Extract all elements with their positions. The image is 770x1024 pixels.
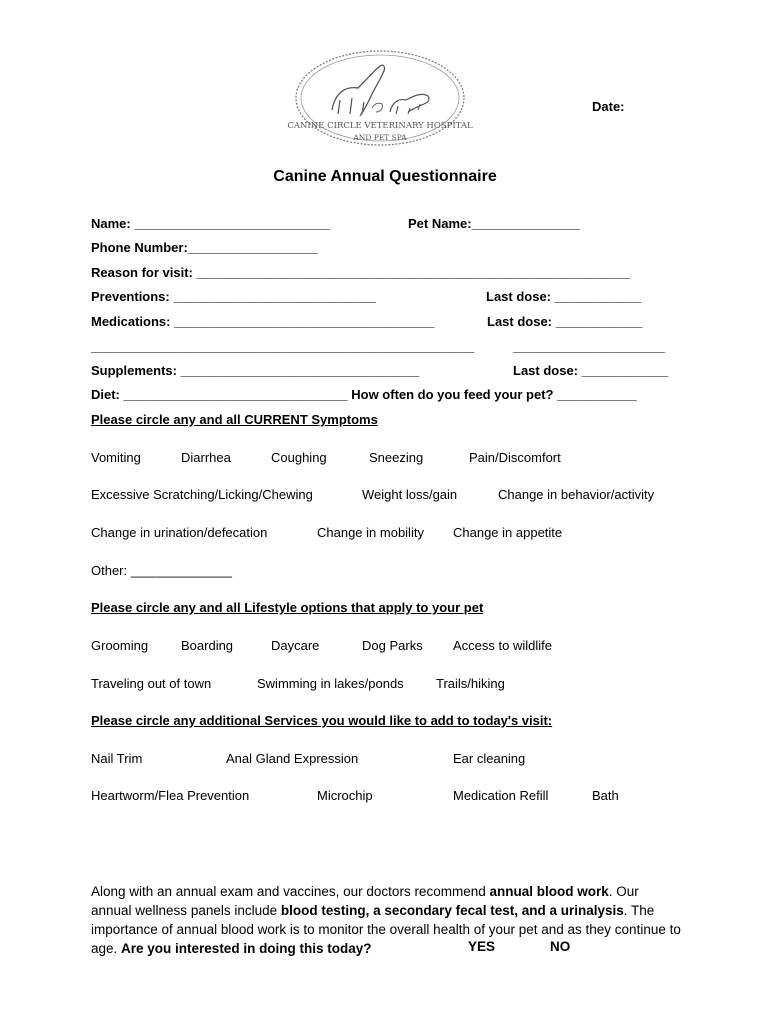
- service-nail-trim[interactable]: Nail Trim: [91, 751, 143, 766]
- medications-last-dose-field[interactable]: Last dose: ____________: [487, 314, 643, 329]
- preventions-field[interactable]: Preventions: ____________________________: [91, 289, 376, 304]
- yes-option[interactable]: YES: [468, 939, 496, 954]
- lifestyle-swimming[interactable]: Swimming in lakes/ponds: [257, 676, 404, 691]
- preventions-last-dose-field[interactable]: Last dose: ____________: [486, 289, 642, 304]
- bloodwork-bold-1: annual blood work: [489, 884, 609, 899]
- service-bath[interactable]: Bath: [592, 788, 619, 803]
- lifestyle-heading: Please circle any and all Lifestyle options that apply to your pet: [91, 600, 484, 615]
- service-ear-cleaning[interactable]: Ear cleaning: [453, 751, 526, 766]
- clinic-logo: [280, 48, 485, 160]
- bloodwork-text-1: Along with an annual exam and vaccines, our doctors recommend: [91, 884, 490, 899]
- service-heartworm[interactable]: Heartworm/Flea Prevention: [91, 788, 250, 803]
- bloodwork-text-2: . Our annual wellness panels include: [91, 884, 639, 918]
- lifestyle-traveling[interactable]: Traveling out of town: [91, 676, 212, 691]
- symptom-weight[interactable]: Weight loss/gain: [362, 487, 458, 502]
- lifestyle-trails[interactable]: Trails/hiking: [436, 676, 505, 691]
- symptom-urination[interactable]: Change in urination/defecation: [91, 525, 268, 540]
- lifestyle-daycare[interactable]: Daycare: [271, 638, 320, 653]
- lifestyle-wildlife[interactable]: Access to wildlife: [453, 638, 552, 653]
- page-title: Canine Annual Questionnaire: [273, 168, 497, 185]
- name-field[interactable]: Name: ___________________________: [91, 216, 330, 231]
- symptom-coughing[interactable]: Coughing: [271, 450, 327, 465]
- symptom-mobility[interactable]: Change in mobility: [317, 525, 424, 540]
- lifestyle-grooming[interactable]: Grooming: [91, 638, 149, 653]
- symptom-other-field[interactable]: Other: ______________: [91, 563, 232, 578]
- service-microchip[interactable]: Microchip: [317, 788, 373, 803]
- symptoms-heading: Please circle any and all CURRENT Symptoms: [91, 412, 378, 427]
- symptom-diarrhea[interactable]: Diarrhea: [181, 450, 231, 465]
- logo-text-line1: CANINE CIRCLE VETERINARY HOSPITAL: [287, 121, 473, 131]
- symptom-vomiting[interactable]: Vomiting: [91, 450, 141, 465]
- symptom-sneezing[interactable]: Sneezing: [369, 450, 424, 465]
- bloodwork-question: Are you interested in doing this today?: [121, 941, 372, 956]
- medications-field[interactable]: Medications: ____________________________________: [91, 314, 435, 329]
- supplements-last-dose-field[interactable]: Last dose: ____________: [513, 363, 669, 378]
- no-option[interactable]: NO: [550, 939, 571, 954]
- symptom-pain[interactable]: Pain/Discomfort: [469, 450, 561, 465]
- blank-line-left[interactable]: _____________________________________________________: [91, 339, 475, 354]
- diet-field[interactable]: Diet: _______________________________ How often do you feed your pet? ___________: [91, 387, 637, 402]
- pet-name-field[interactable]: Pet Name:_______________: [408, 216, 581, 231]
- services-heading: Please circle any additional Services you would like to add to today's visit:: [91, 713, 553, 728]
- supplements-field[interactable]: Supplements: _________________________________: [91, 363, 420, 378]
- bloodwork-text-3: . The importance of annual blood work is to monitor the overall health of your pet and as they continue to age.: [91, 903, 681, 956]
- lifestyle-dog-parks[interactable]: Dog Parks: [362, 638, 423, 653]
- symptom-behavior[interactable]: Change in behavior/activity: [498, 487, 655, 502]
- service-anal-gland[interactable]: Anal Gland Expression: [226, 751, 359, 766]
- logo-text-line2: AND PET SPA: [353, 133, 407, 142]
- blank-line-right[interactable]: _____________________: [513, 339, 665, 354]
- symptom-appetite[interactable]: Change in appetite: [453, 525, 563, 540]
- bloodwork-paragraph: [91, 882, 681, 958]
- service-medication-refill[interactable]: Medication Refill: [453, 788, 549, 803]
- lifestyle-boarding[interactable]: Boarding: [181, 638, 234, 653]
- symptom-scratching[interactable]: Excessive Scratching/Licking/Chewing: [91, 487, 313, 502]
- reason-field[interactable]: Reason for visit: ____________________________________________________________: [91, 265, 631, 280]
- phone-field[interactable]: Phone Number:__________________: [91, 240, 318, 255]
- date-label: Date:: [592, 99, 625, 114]
- bloodwork-bold-2: blood testing, a secondary fecal test, and a urinalysis: [280, 903, 624, 918]
